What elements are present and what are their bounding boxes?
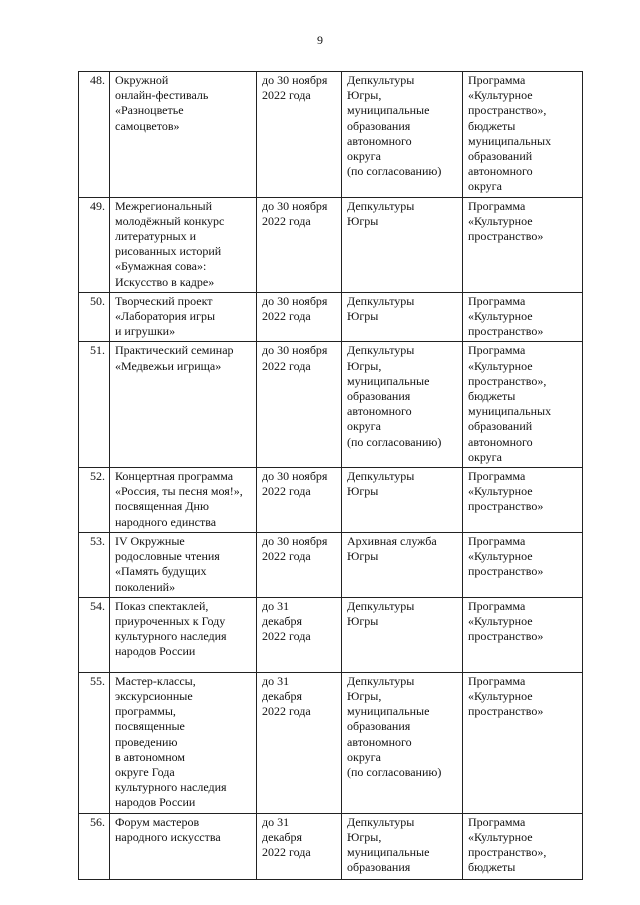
responsible: Депкультуры Югры — [342, 197, 463, 292]
funding-source: Программа «Культурное пространство» — [463, 292, 583, 342]
table-row — [79, 72, 583, 198]
row-number: 51. — [79, 342, 110, 468]
row-number: 55. — [79, 672, 110, 813]
table-row — [79, 813, 583, 879]
deadline: до 30 ноября 2022 года — [257, 342, 342, 468]
event-name: Форум мастеров народного искусства — [110, 813, 257, 879]
responsible: Депкультуры Югры — [342, 468, 463, 533]
event-name: Практический семинар «Медвежьи игрища» — [110, 342, 257, 468]
responsible: Депкультуры Югры, муниципальные образования — [342, 813, 463, 879]
funding-source: Программа «Культурное пространство», бюджеты муниципальных образований автономного округа — [463, 72, 583, 198]
row-number: 56. — [79, 813, 110, 879]
responsible: Депкультуры Югры, муниципальные образования автономного округа (по согласованию) — [342, 72, 463, 198]
deadline: до 30 ноября 2022 года — [257, 532, 342, 597]
responsible: Депкультуры Югры — [342, 292, 463, 342]
event-name: Концертная программа «Россия, ты песня моя!», посвященная Дню народного единства — [110, 468, 257, 533]
deadline: до 30 ноября 2022 года — [257, 72, 342, 198]
funding-source: Программа «Культурное пространство» — [463, 672, 583, 813]
funding-source: Программа «Культурное пространство», бюджеты — [463, 813, 583, 879]
row-number: 54. — [79, 597, 110, 672]
row-number: 53. — [79, 532, 110, 597]
table-row — [79, 197, 583, 292]
row-number: 48. — [79, 72, 110, 198]
deadline: до 30 ноября 2022 года — [257, 292, 342, 342]
row-number: 52. — [79, 468, 110, 533]
page-number: 9 — [317, 33, 323, 47]
funding-source: Программа «Культурное пространство» — [463, 468, 583, 533]
table-row — [79, 597, 583, 672]
events-table — [78, 71, 583, 880]
table-row — [79, 468, 583, 533]
event-name: IV Окружные родословные чтения «Память будущих поколений» — [110, 532, 257, 597]
event-name: Окружной онлайн-фестиваль «Разноцветье самоцветов» — [110, 72, 257, 198]
responsible: Депкультуры Югры — [342, 597, 463, 672]
table-row — [79, 532, 583, 597]
table-row — [79, 292, 583, 342]
event-name: Мастер-классы, экскурсионные программы, посвященные проведению в автономном округе Года культурного наследия народов России — [110, 672, 257, 813]
deadline: до 31 декабря 2022 года — [257, 672, 342, 813]
deadline: до 31 декабря 2022 года — [257, 597, 342, 672]
deadline: до 31 декабря 2022 года — [257, 813, 342, 879]
event-name: Показ спектаклей, приуроченных к Году культурного наследия народов России — [110, 597, 257, 672]
responsible: Архивная служба Югры — [342, 532, 463, 597]
funding-source: Программа «Культурное пространство» — [463, 597, 583, 672]
row-number: 50. — [79, 292, 110, 342]
table-row — [79, 672, 583, 813]
event-name: Межрегиональный молодёжный конкурс литературных и рисованных историй «Бумажная сова»: Искусство в кадре» — [110, 197, 257, 292]
funding-source: Программа «Культурное пространство» — [463, 197, 583, 292]
table-row — [79, 342, 583, 468]
event-name: Творческий проект «Лаборатория игры и игрушки» — [110, 292, 257, 342]
deadline: до 30 ноября 2022 года — [257, 468, 342, 533]
deadline: до 30 ноября 2022 года — [257, 197, 342, 292]
responsible: Депкультуры Югры, муниципальные образования автономного округа (по согласованию) — [342, 672, 463, 813]
responsible: Депкультуры Югры, муниципальные образования автономного округа (по согласованию) — [342, 342, 463, 468]
funding-source: Программа «Культурное пространство» — [463, 532, 583, 597]
funding-source: Программа «Культурное пространство», бюджеты муниципальных образований автономного округа — [463, 342, 583, 468]
row-number: 49. — [79, 197, 110, 292]
